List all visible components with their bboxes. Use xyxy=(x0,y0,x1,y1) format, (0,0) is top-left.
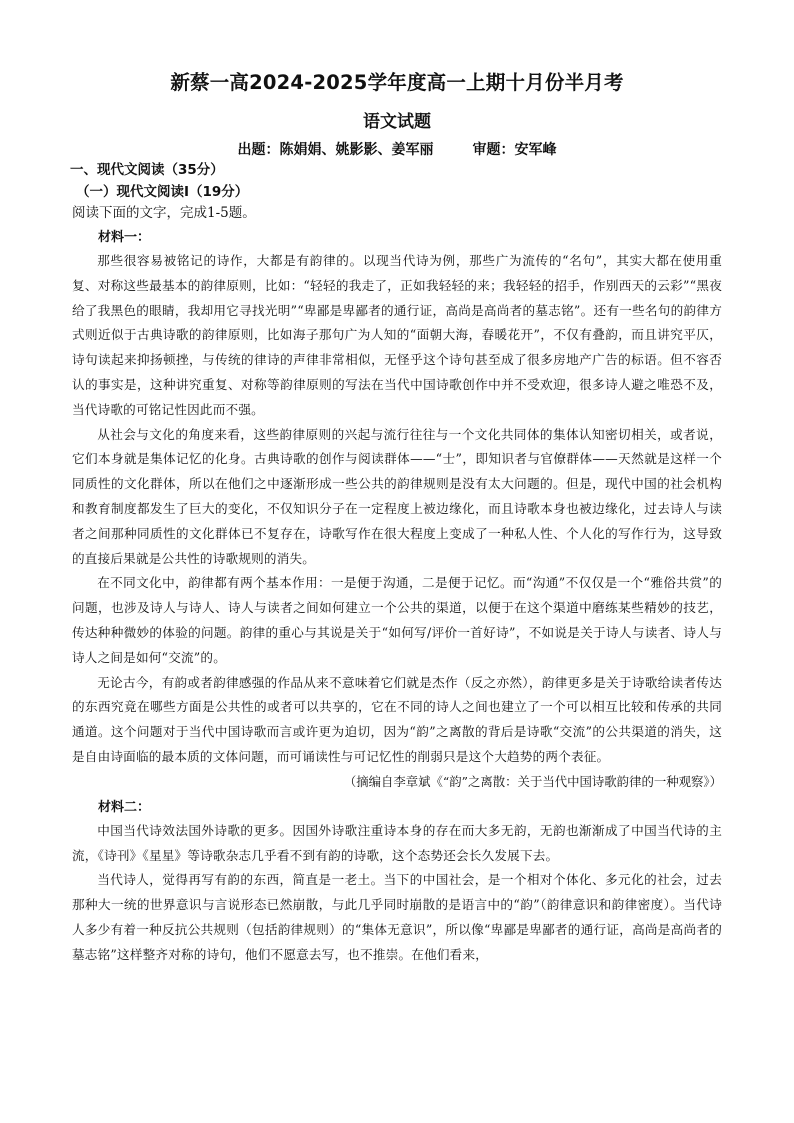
exam-authors: 出题：陈娟娟、姚影影、姜军丽 审题：安军峰 xyxy=(237,142,557,158)
section-heading: 一、现代文阅读（35分） xyxy=(70,162,224,178)
subsection-heading: （一）现代文阅读Ⅰ（19分） xyxy=(76,184,249,200)
material-1-label: 材料一： xyxy=(98,230,151,245)
material-1-paragraph: 在不同文化中，韵律都有两个基本作用：一是便于沟通，二是便于记忆。而“沟通”不仅仅是一个“雅俗共赏”的问题，也涉及诗人与诗人、诗人与读者之间如何建立一个公共的渠道，以便于在这个渠道中磨练某些精妙的技艺，传达种种微妙的体验的问题。韵律的重心与其说是关于“如何写/评价一首好诗”，不如说是关于诗人与读者、诗人与诗人之间是如何“交流”的。 xyxy=(72,575,722,665)
exam-title: 新蔡一高2024-2025学年度高一上期十月份半月考 xyxy=(170,71,624,94)
material-2-paragraph: 中国当代诗效法国外诗歌的更多。因国外诗歌注重诗本身的存在而大多无韵，无韵也渐渐成了中国当代诗的主流，《诗刊》《星星》等诗歌杂志几乎看不到有韵的诗歌，这个态势还会长久发展下去。 xyxy=(72,822,722,863)
material-1-paragraph: 那些很容易被铭记的诗作，大都是有韵律的。以现当代诗为例，那些广为流传的“名句”，其实大都在使用重复、对称这些最基本的韵律原则，比如：“轻轻的我走了，正如我轻轻的来；我轻轻的招手，作别西天的云彩”“黑夜给了我黑色的眼睛，我却用它寻找光明”“卑鄙是卑鄙者的通行证，高尚是高尚者的墓志铭”。还有一些名句的韵律方式则近似于古典诗歌的韵律原则，比如海子那句广为人知的“面朝大海，春暖花开”，不仅有叠韵，而且讲究平仄，诗句读起来抑扬顿挫，与传统的律诗的声律非常相似，无怪乎这个诗句甚至成了很多房地产广告的标语。但不容否认的事实是，这种讲究重复、对称等韵律原则的写法在当代中国诗歌创作中并不受欢迎，很多诗人避之唯恐不及，当代诗歌的可铭记性因此而不强。 xyxy=(72,253,722,417)
reading-instruction: 阅读下面的文字，完成1-5题。 xyxy=(72,205,256,221)
material-1-paragraph: 从社会与文化的角度来看，这些韵律原则的兴起与流行往往与一个文化共同体的集体认知密切相关，或者说，它们本身就是集体记忆的化身。古典诗歌的创作与阅读群体——“士”，即知识者与官僚群体——天然就是这样一个同质性的文化群体，所以在他们之中逐渐形成一些公共的韵律规则是没有太大问题的。但是，现代中国的社会机构和教育制度都发生了巨大的变化，不仅知识分子在一定程度上被边缘化，而且诗歌本身也被边缘化，过去诗人与读者之间那种同质性的文化群体已不复存在，诗歌写作在很大程度上变成了一种私人性、个人化的写作行为，这导致的直接后果就是公共性的诗歌规则的消失。 xyxy=(72,426,722,566)
material-2-label: 材料二： xyxy=(98,799,151,815)
material-2-paragraph: 当代诗人，觉得再写有韵的东西，简直是一老土。当下的中国社会，是一个相对个体化、多元化的社会，过去那种大一统的世界意识与言说形态已然崩散，与此几乎同时崩散的是语言中的“韵”（韵律意识和韵律密度）。当代诗人多少有着一种反抗公共规则（包括韵律规则）的“集体无意识”，所以像“卑鄙是卑鄙者的通行证，高尚是高尚者的墓志铭”这样整齐对称的诗句，他们不愿意去写，也不推崇。在他们看来， xyxy=(72,872,722,962)
material-1-source: （摘编自李章斌《“韵”之离散：关于当代中国诗歌韵律的一种观察》） xyxy=(343,773,722,789)
material-1-paragraph: 无论古今，有韵或者韵律感强的作品从来不意味着它们就是杰作（反之亦然），韵律更多是关于诗歌给读者传达的东西究竟在哪些方面是公共性的或者可以共享的，它在不同的诗人之间也建立了一个可以相互比较和传承的共同通道。这个问题对于当代中国诗歌而言或许更为迫切，因为“韵”之离散的背后是诗歌“交流”的公共渠道的消失，这是自由诗面临的最本质的文体问题，而可诵读性与可记忆性的削弱只是这个大趋势的两个表征。 xyxy=(72,674,722,764)
exam-subtitle: 语文试题 xyxy=(363,112,431,132)
